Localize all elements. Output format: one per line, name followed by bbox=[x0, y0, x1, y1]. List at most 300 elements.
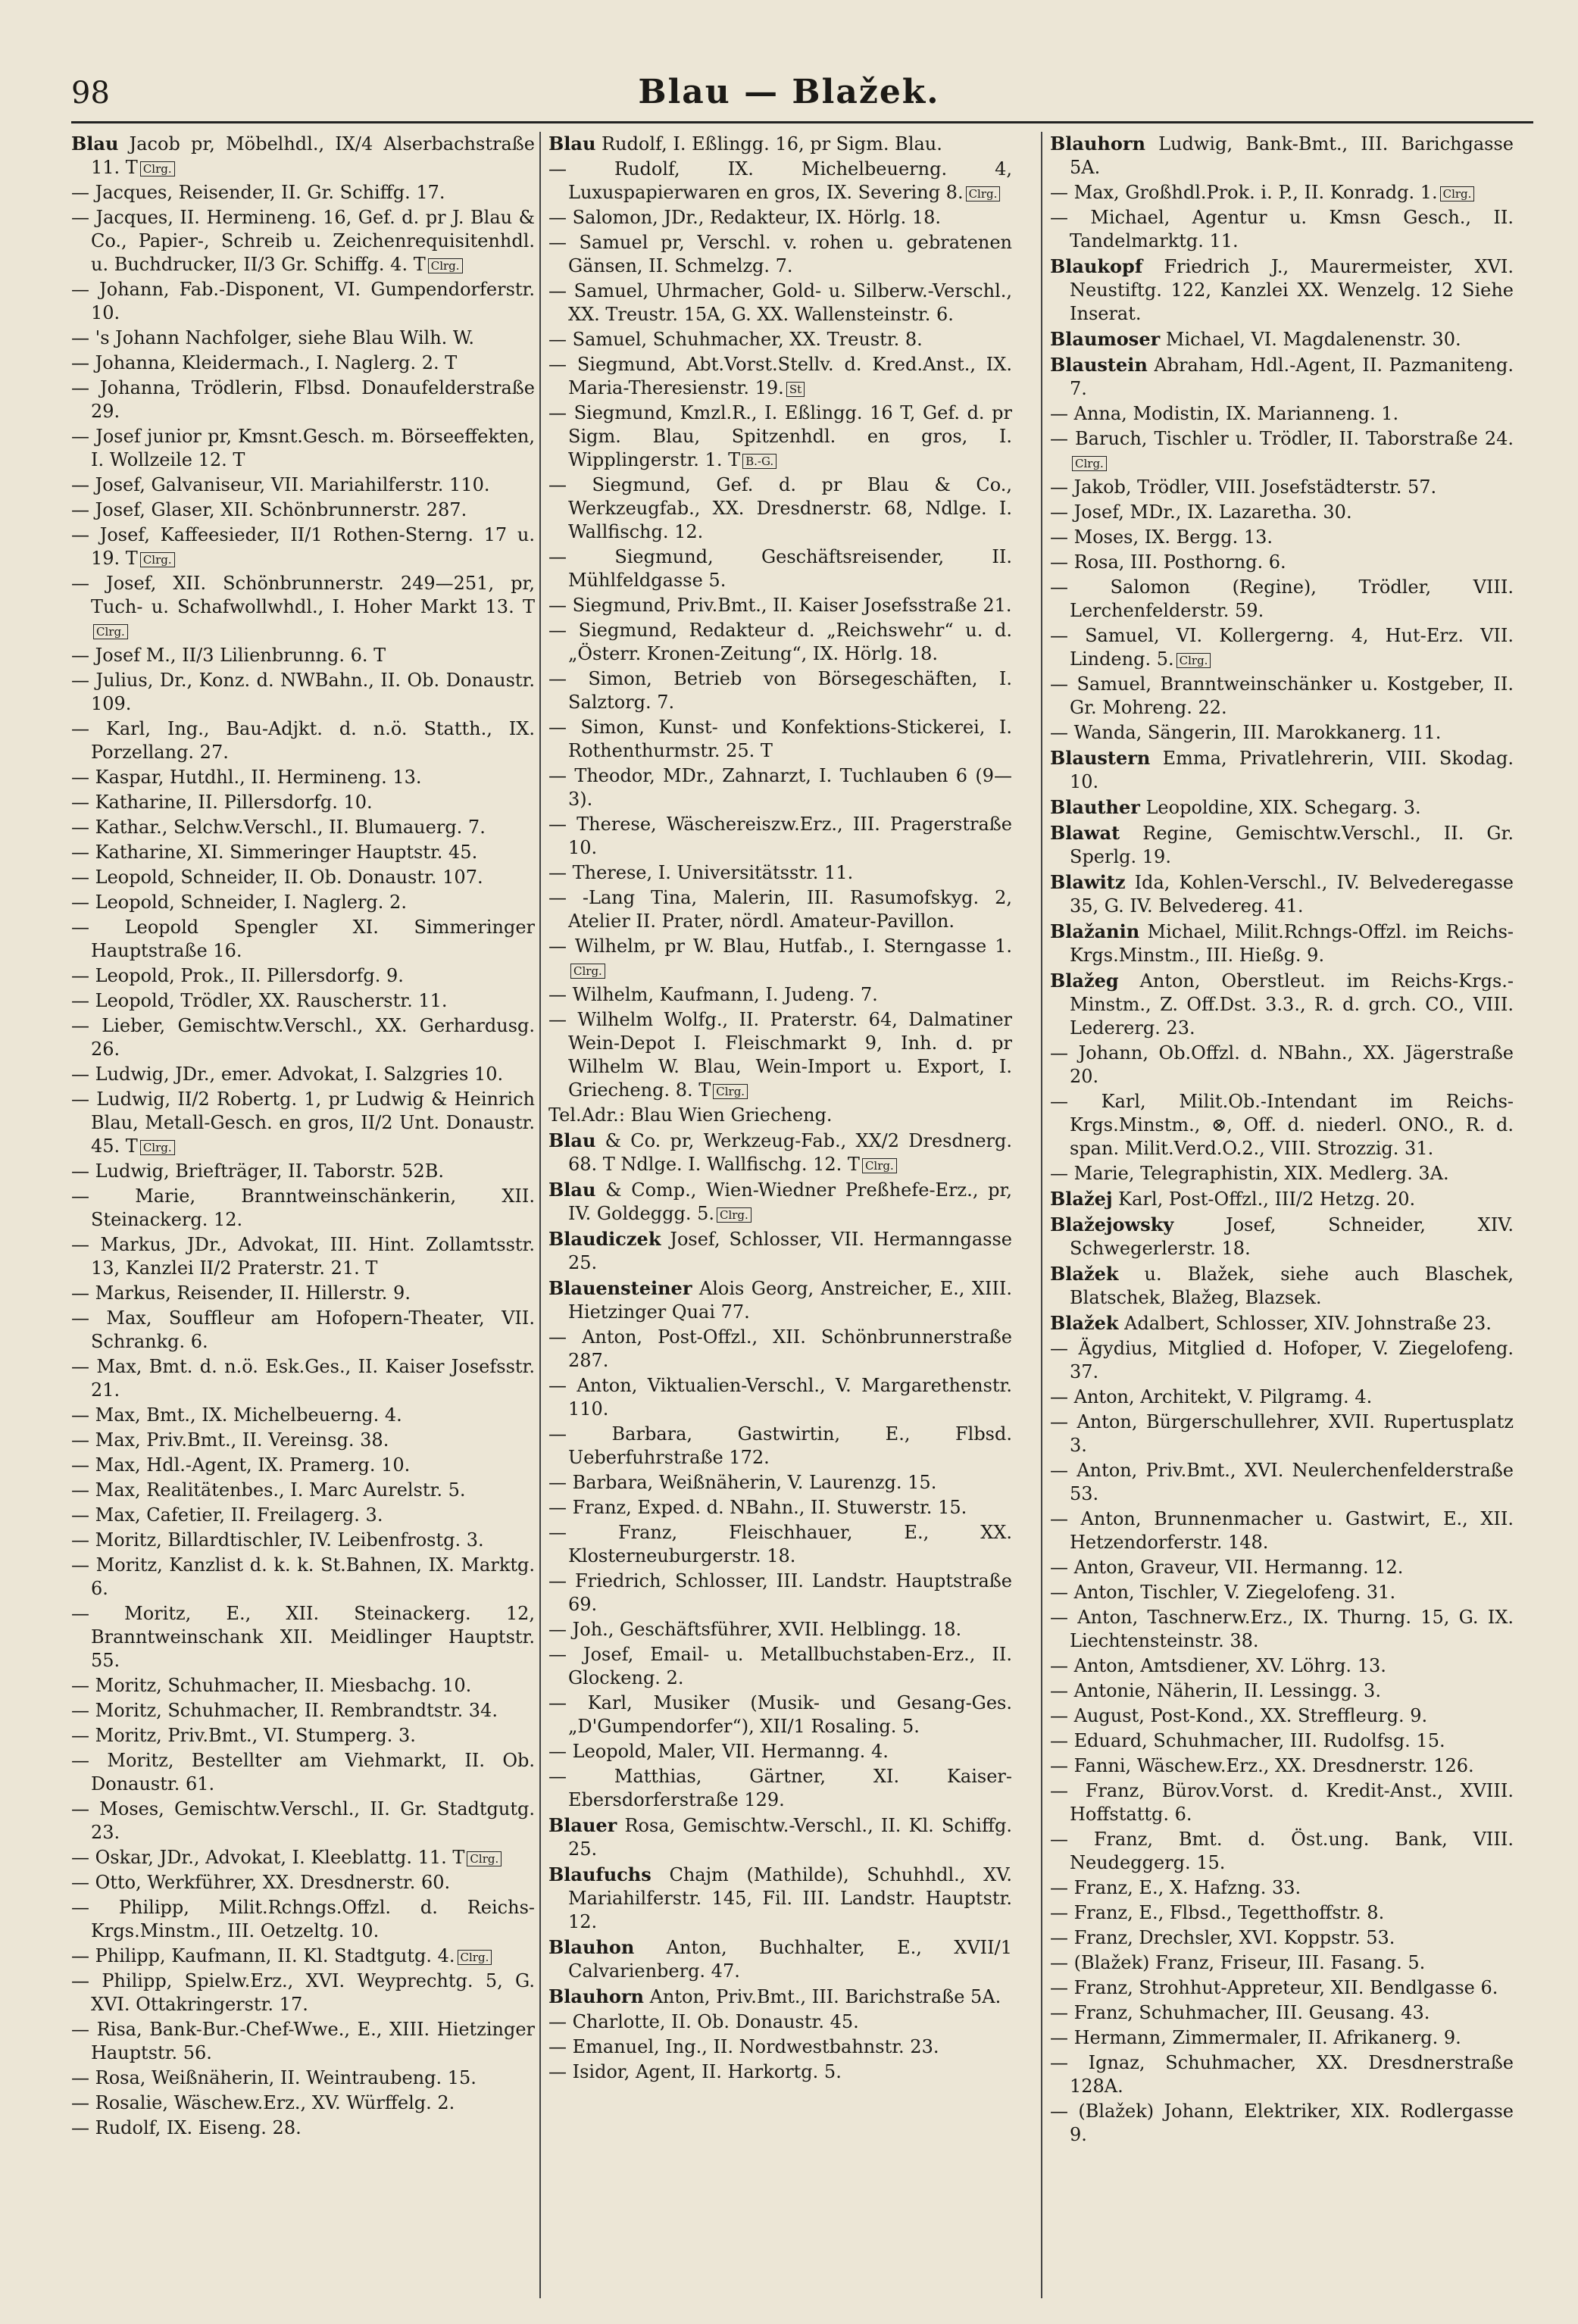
directory-entry bbox=[548, 401, 1012, 472]
entry-text: u. Blažek, siehe auch Blaschek, Blatschek, Blažeg, Blazsek. bbox=[1070, 1264, 1514, 1308]
entry-text: Rudolf, I. Eßlingg. 16, pr Sigm. Blau. bbox=[595, 133, 942, 155]
directory-entry bbox=[1050, 1385, 1514, 1409]
entry-text: — Josef junior pr, Kmsnt.Gesch. m. Börseeffekten, I. Wollzeile 12. T bbox=[71, 426, 535, 470]
entry-text: — Isidor, Agent, II. Harkortg. 5. bbox=[548, 2061, 842, 2082]
entry-text: — Marie, Branntweinschänkerin, XII. Steinackerg. 12. bbox=[71, 1185, 535, 1230]
entry-text: — Max, Cafetier, II. Freilagerg. 3. bbox=[71, 1504, 383, 1526]
directory-entry bbox=[1050, 1507, 1514, 1554]
entry-text: — Max, Priv.Bmt., II. Vereinsg. 38. bbox=[71, 1429, 389, 1451]
entry-text: — Anton, Amtsdiener, XV. Löhrg. 13. bbox=[1050, 1655, 1386, 1676]
entry-text: & Comp., Wien-Wiedner Preßhefe-Erz., pr, IV. Goldeggg. 5. bbox=[568, 1179, 1012, 1224]
directory-entry bbox=[71, 791, 535, 814]
entry-text: — Johann, Fab.-Disponent, VI. Gumpendorferstr. 10. bbox=[71, 279, 535, 323]
directory-entry bbox=[548, 1935, 1012, 1983]
directory-entry bbox=[71, 2066, 535, 2090]
directory-entry bbox=[548, 231, 1012, 278]
directory-entry bbox=[71, 206, 535, 276]
entry-badge: Clrg. bbox=[713, 1084, 748, 1099]
entry-text: — Franz, Schuhmacher, III. Geusang. 43. bbox=[1050, 2002, 1430, 2023]
directory-entry bbox=[1050, 206, 1514, 253]
entry-text: — Samuel, VI. Kollergerng. 4, Hut-Erz. VII. Lindeng. 5. bbox=[1050, 625, 1514, 670]
entry-text: — Jacques, II. Hermineng. 16, Gef. d. pr J. Blau & Co., Papier-, Schreib u. Zeichenrequisitenhdl. u. Buchdrucker, II/3 Gr. Schiffg. 4. T bbox=[71, 207, 535, 275]
directory-entry bbox=[548, 1129, 1012, 1176]
directory-entry bbox=[71, 1529, 535, 1552]
directory-entry bbox=[548, 667, 1012, 714]
entry-text: — Barbara, Gastwirtin, E., Flbsd. Ueberfuhrstraße 172. bbox=[548, 1423, 1012, 1468]
directory-entry bbox=[548, 1765, 1012, 1812]
directory-entry bbox=[1050, 476, 1514, 499]
directory-entry bbox=[548, 545, 1012, 592]
directory-entry bbox=[548, 716, 1012, 763]
directory-entry bbox=[71, 1969, 535, 2016]
directory-entry bbox=[71, 644, 535, 667]
entry-text: — Anton, Brunnenmacher u. Gastwirt, E., XII. Hetzendorferstr. 148. bbox=[1050, 1508, 1514, 1553]
directory-entry bbox=[71, 498, 535, 522]
directory-entry bbox=[548, 1691, 1012, 1738]
column-1 bbox=[71, 132, 535, 2298]
entry-text: — Wilhelm Wolfg., II. Praterstr. 64, Dalmatiner Wein-Depot I. Fleischmarkt 9, Inh. d. pr Wilhelm W. Blau, Wein-Import u. Export, I. Griecheng. 8. T bbox=[548, 1009, 1012, 1101]
entry-text: Tel.Adr.: Blau Wien Griecheng. bbox=[548, 1104, 833, 1126]
directory-entry bbox=[1050, 402, 1514, 426]
entry-text: — Leopold, Schneider, II. Ob. Donaustr. 107. bbox=[71, 867, 483, 888]
entry-text: Jacob pr, Möbelhdl., IX/4 Alserbachstraße 11. T bbox=[91, 133, 535, 178]
directory-entry bbox=[71, 1749, 535, 1796]
directory-entry bbox=[71, 1355, 535, 1402]
entry-text: — Moritz, Schuhmacher, II. Rembrandtstr. 34. bbox=[71, 1700, 498, 1721]
directory-entry bbox=[1050, 2026, 1514, 2050]
entry-text: — Philipp, Kaufmann, II. Kl. Stadtgutg. 4. bbox=[71, 1945, 455, 1966]
directory-entry bbox=[1050, 576, 1514, 623]
directory-entry bbox=[548, 935, 1012, 982]
entry-text: — Max, Großhdl.Prok. i. P., II. Konradg. 1. bbox=[1050, 182, 1438, 203]
directory-entry bbox=[71, 376, 535, 423]
directory-entry bbox=[548, 764, 1012, 811]
entry-text: — Johann, Ob.Offzl. d. NBahn., XX. Jägerstraße 20. bbox=[1050, 1042, 1514, 1087]
entry-surname: Blaudiczek bbox=[548, 1228, 661, 1250]
entry-surname: Blaufuchs bbox=[548, 1863, 652, 1885]
directory-entry bbox=[1050, 1410, 1514, 1457]
entry-text: — Anton, Priv.Bmt., XVI. Neulerchenfelderstraße 53. bbox=[1050, 1460, 1514, 1504]
directory-entry bbox=[1050, 1606, 1514, 1653]
entry-text: — Otto, Werkführer, XX. Dresdnerstr. 60. bbox=[71, 1872, 451, 1893]
entry-text: — Jacques, Reisender, II. Gr. Schiffg. 17. bbox=[71, 182, 445, 203]
entry-text: — Max, Souffleur am Hofopern-Theater, VII. Schrankg. 6. bbox=[71, 1307, 535, 1352]
entry-text: — Siegmund, Redakteur d. „Reichswehr“ u. d. „Österr. Kronen-Zeitung“, IX. Hörlg. 18. bbox=[548, 620, 1012, 664]
directory-entry bbox=[548, 1471, 1012, 1495]
directory-entry bbox=[1050, 353, 1514, 401]
directory-entry bbox=[548, 1374, 1012, 1421]
directory-entry bbox=[1050, 526, 1514, 549]
directory-entry bbox=[1050, 2051, 1514, 2098]
entry-badge: Clrg. bbox=[93, 624, 128, 639]
entry-text: — Wilhelm, Kaufmann, I. Judeng. 7. bbox=[548, 984, 878, 1005]
entry-text: — Simon, Betrieb von Börsegeschäften, I. Salztorg. 7. bbox=[548, 668, 1012, 713]
entry-text: Friedrich J., Maurermeister, XVI. Neustiftg. 122, Kanzlei XX. Wenzelg. 12 Siehe Inserat. bbox=[1070, 256, 1514, 324]
entry-text: Leopoldine, XIX. Schegarg. 3. bbox=[1139, 797, 1421, 818]
directory-entry bbox=[71, 717, 535, 764]
entry-text: — Fanni, Wäschew.Erz., XX. Dresdnerstr. 126. bbox=[1050, 1755, 1474, 1776]
column-divider bbox=[539, 132, 541, 2298]
entry-badge: Clrg. bbox=[458, 1950, 492, 1965]
entry-text: — Josef, XII. Schönbrunnerstr. 249—251, pr, Tuch- u. Schafwollwhdl., I. Hoher Markt 13. T bbox=[71, 573, 535, 617]
directory-entry bbox=[1050, 795, 1514, 820]
directory-entry bbox=[1050, 181, 1514, 205]
entry-text: — Anna, Modistin, IX. Marianneng. 1. bbox=[1050, 403, 1399, 424]
directory-entry bbox=[71, 1674, 535, 1698]
directory-entry bbox=[71, 891, 535, 914]
directory-entry bbox=[1050, 721, 1514, 745]
entry-text: — Salomon, JDr., Redakteur, IX. Hörlg. 18. bbox=[548, 207, 942, 228]
directory-entry bbox=[71, 1944, 535, 1968]
entry-surname: Blažejowsky bbox=[1050, 1214, 1174, 1235]
directory-entry bbox=[71, 1307, 535, 1354]
directory-entry bbox=[1050, 1876, 1514, 1900]
directory-entry bbox=[1050, 1337, 1514, 1384]
entry-text: Abraham, Hdl.-Agent, II. Pazmaniteng. 7. bbox=[1070, 355, 1514, 399]
entry-surname: Blaumoser bbox=[1050, 328, 1161, 350]
entry-surname: Blažek bbox=[1050, 1312, 1119, 1334]
directory-entry bbox=[548, 983, 1012, 1007]
entry-text: — Therese, Wäschereiszw.Erz., III. Pragerstraße 10. bbox=[548, 814, 1012, 858]
entry-surname: Blauhorn bbox=[1050, 133, 1145, 155]
entry-text: — Rosa, III. Posthorng. 6. bbox=[1050, 551, 1286, 573]
directory-entry bbox=[71, 2116, 535, 2140]
entry-text: — Risa, Bank-Bur.-Chef-Wwe., E., XIII. Hietzinger Hauptstr. 56. bbox=[71, 2019, 535, 2063]
directory-entry bbox=[1050, 427, 1514, 474]
directory-entry bbox=[548, 1276, 1012, 1324]
entry-text: — Josef, Kaffeesieder, II/1 Rothen-Sterng. 17 u. 19. T bbox=[71, 524, 535, 569]
entry-text: — Johanna, Kleidermach., I. Naglerg. 2. T bbox=[71, 352, 458, 373]
entry-text: — Ignaz, Schuhmacher, XX. Dresdnerstraße 128A. bbox=[1050, 2052, 1514, 2097]
entry-text: — Josef, Glaser, XII. Schönbrunnerstr. 287. bbox=[71, 499, 467, 520]
entry-badge: B.-G. bbox=[742, 454, 777, 469]
entry-surname: Blau bbox=[548, 1129, 596, 1151]
directory-entry bbox=[1050, 1213, 1514, 1260]
directory-entry bbox=[548, 886, 1012, 933]
entry-text: — Samuel, Schuhmacher, XX. Treustr. 8. bbox=[548, 329, 923, 350]
entry-text: — Franz, Bürov.Vorst. d. Kredit-Anst., XVIII. Hoffstattg. 6. bbox=[1050, 1780, 1514, 1825]
entry-text: — Salomon (Regine), Trödler, VIII. Lerchenfelderstr. 59. bbox=[1050, 576, 1514, 621]
entry-text: Ludwig, Bank-Bmt., III. Barichgasse 5A. bbox=[1070, 133, 1514, 178]
directory-entry bbox=[548, 1104, 1012, 1127]
entry-badge: Clrg. bbox=[862, 1158, 897, 1173]
directory-entry bbox=[1050, 2001, 1514, 2025]
entry-text: — Leopold, Maler, VII. Hermanng. 4. bbox=[548, 1741, 889, 1762]
directory-entry bbox=[1050, 1162, 1514, 1185]
entry-text: — Siegmund, Abt.Vorst.Stellv. d. Kred.Anst., IX. Maria-Theresienstr. 19. bbox=[548, 354, 1012, 398]
header-rule bbox=[71, 121, 1533, 123]
entry-text: — Wilhelm, pr W. Blau, Hutfab., I. Sterngasse 1. bbox=[548, 936, 1012, 957]
directory-entry bbox=[548, 1740, 1012, 1763]
entry-text: — Moses, Gemischtw.Verschl., II. Gr. Stadtgutg. 23. bbox=[71, 1798, 535, 1843]
entry-surname: Blauhorn bbox=[548, 1985, 644, 2007]
entry-text: — Leopold, Schneider, I. Naglerg. 2. bbox=[71, 892, 407, 913]
directory-entry bbox=[1050, 255, 1514, 326]
directory-entry bbox=[71, 473, 535, 497]
entry-text: — Hermann, Zimmermaler, II. Afrikanerg. 9. bbox=[1050, 2027, 1461, 2048]
entry-surname: Blaustein bbox=[1050, 354, 1148, 376]
entry-surname: Blau bbox=[548, 133, 596, 155]
directory-entry bbox=[71, 669, 535, 716]
directory-entry bbox=[71, 278, 535, 325]
entry-text: — Anton, Architekt, V. Pilgramg. 4. bbox=[1050, 1386, 1373, 1407]
entry-badge: Clrg. bbox=[1072, 456, 1107, 471]
directory-entry bbox=[548, 1863, 1012, 1934]
directory-entry bbox=[548, 1985, 1012, 2009]
directory-entry bbox=[71, 841, 535, 864]
directory-entry bbox=[71, 326, 535, 350]
entry-text: Anton, Priv.Bmt., III. Barichstraße 5A. bbox=[643, 1986, 1001, 2007]
entry-surname: Blažek bbox=[1050, 1263, 1119, 1285]
directory-entry bbox=[71, 1282, 535, 1305]
directory-entry bbox=[1050, 1976, 1514, 2000]
entry-text: — Moritz, Priv.Bmt., VI. Stumperg. 3. bbox=[71, 1725, 416, 1746]
directory-entry bbox=[1050, 1679, 1514, 1703]
entry-text: — Rosa, Weißnäherin, II. Weintraubeng. 15. bbox=[71, 2067, 477, 2088]
entry-text: Adalbert, Schlosser, XIV. Johnstraße 23. bbox=[1118, 1313, 1492, 1334]
directory-entry bbox=[71, 351, 535, 375]
directory-entry bbox=[548, 1423, 1012, 1470]
entry-badge: St bbox=[786, 382, 805, 397]
directory-entry bbox=[71, 1504, 535, 1527]
entry-text: Josef, Schlosser, VII. Hermanngasse 25. bbox=[568, 1229, 1012, 1273]
directory-entry bbox=[71, 1699, 535, 1723]
directory-entry bbox=[548, 473, 1012, 544]
directory-entry bbox=[1050, 327, 1514, 351]
page-number: 98 bbox=[71, 76, 110, 111]
entry-badge: Clrg. bbox=[140, 161, 175, 176]
directory-entry bbox=[1050, 1779, 1514, 1826]
entry-text: — Josef, MDr., IX. Lazaretha. 30. bbox=[1050, 501, 1352, 523]
directory-entry bbox=[71, 1724, 535, 1748]
directory-entry bbox=[548, 353, 1012, 400]
entry-text: Karl, Post-Offzl., III/2 Hetzg. 20. bbox=[1112, 1189, 1416, 1210]
entry-text: — Siegmund, Geschäftsreisender, II. Mühlfeldgasse 5. bbox=[548, 546, 1012, 591]
entry-badge: Clrg. bbox=[140, 1140, 175, 1155]
directory-entry bbox=[1050, 1828, 1514, 1875]
entry-surname: Blažanin bbox=[1050, 920, 1140, 942]
directory-entry bbox=[71, 1088, 535, 1158]
entry-text: Michael, Milit.Rchngs-Offzl. im Reichs-Krgs.Minstm., III. Hießg. 9. bbox=[1070, 921, 1514, 966]
entry-text: — Kaspar, Hutdhl., II. Hermineng. 13. bbox=[71, 767, 422, 788]
directory-entry bbox=[1050, 821, 1514, 869]
directory-entry bbox=[71, 1404, 535, 1427]
directory-entry bbox=[71, 425, 535, 472]
entry-text: — Karl, Milit.Ob.-Intendant im Reichs-Krgs.Minstm., ⊗, Off. d. niederl. ONO., R. d. span. Milit.Verd.O.2., VIII. Strozzig. 31. bbox=[1050, 1091, 1514, 1159]
directory-entry bbox=[71, 1554, 535, 1601]
directory-entry bbox=[548, 132, 1012, 156]
entry-text: — Ludwig, II/2 Robertg. 1, pr Ludwig & Heinrich Blau, Metall-Gesch. en gros, II/2 Unt. Donaustr. 45. T bbox=[71, 1089, 535, 1157]
directory-entry bbox=[548, 206, 1012, 230]
entry-text: — Rudolf, IX. Michelbeuerng. 4, Luxuspapierwaren en gros, IX. Severing 8. bbox=[548, 158, 1012, 203]
entry-text: — Johanna, Trödlerin, Flbsd. Donaufelderstraße 29. bbox=[71, 377, 535, 422]
directory-entry bbox=[71, 1185, 535, 1232]
entry-text: — Siegmund, Gef. d. pr Blau & Co., Werkzeugfab., XX. Dresdnerstr. 68, Ndlge. I. Wallfischg. 12. bbox=[548, 474, 1012, 542]
entry-text: — Moritz, Bestellter am Viehmarkt, II. Ob. Donaustr. 61. bbox=[71, 1750, 535, 1795]
entry-text: — Samuel, Uhrmacher, Gold- u. Silberw.-Verschl., XX. Treustr. 15A, G. XX. Wallensteinstr. 6. bbox=[548, 280, 1012, 325]
entry-badge: Clrg. bbox=[428, 258, 463, 273]
entry-text: — Joh., Geschäftsführer, XVII. Helblingg. 18. bbox=[548, 1619, 962, 1640]
entry-badge: Clrg. bbox=[1176, 653, 1211, 668]
entry-text: — Ludwig, Briefträger, II. Taborstr. 52B. bbox=[71, 1160, 444, 1182]
directory-entry bbox=[71, 572, 535, 642]
directory-entry bbox=[548, 1227, 1012, 1275]
entry-text: — Marie, Telegraphistin, XIX. Medlerg. 3A. bbox=[1050, 1163, 1449, 1184]
directory-entry bbox=[1050, 1901, 1514, 1925]
entry-text: — August, Post-Kond., XX. Streffleurg. 9. bbox=[1050, 1705, 1428, 1726]
directory-entry bbox=[548, 1813, 1012, 1861]
column-3 bbox=[1050, 132, 1514, 2298]
entry-text: Anton, Buchhalter, E., XVII/1 Calvarienberg. 47. bbox=[568, 1937, 1012, 1982]
entry-text: — Jakob, Trödler, VIII. Josefstädterstr. 57. bbox=[1050, 476, 1437, 498]
entry-text: Rosa, Gemischtw.-Verschl., II. Kl. Schiffg. 25. bbox=[568, 1815, 1012, 1860]
directory-entry bbox=[548, 1178, 1012, 1226]
directory-entry bbox=[548, 1570, 1012, 1616]
entry-badge: Clrg. bbox=[1440, 186, 1475, 201]
directory-entry bbox=[1050, 1262, 1514, 1310]
entry-text: — Simon, Kunst- und Konfektions-Stickerei, I. Rothenthurmstr. 25. T bbox=[548, 717, 1012, 761]
entry-text: — Franz, Strohhut-Appreteur, XII. Bendlgasse 6. bbox=[1050, 1977, 1498, 1998]
directory-entry bbox=[71, 766, 535, 789]
directory-entry bbox=[1050, 870, 1514, 918]
directory-entry bbox=[1050, 624, 1514, 671]
entry-text: — Karl, Ing., Bau-Adjkt. d. n.ö. Statth., IX. Porzellang. 27. bbox=[71, 718, 535, 763]
entry-text: — Franz, Fleischhauer, E., XX. Klosterneuburgerstr. 18. bbox=[548, 1522, 1012, 1567]
directory-entry bbox=[1050, 1311, 1514, 1335]
directory-entry bbox=[548, 1496, 1012, 1520]
directory-entry bbox=[71, 989, 535, 1013]
directory-entry bbox=[1050, 501, 1514, 524]
entry-text: — Samuel pr, Verschl. v. rohen u. gebratenen Gänsen, II. Schmelzg. 7. bbox=[548, 232, 1012, 276]
entry-text: — (Blažek) Franz, Friseur, III. Fasang. 5. bbox=[1050, 1952, 1426, 1973]
directory-entry bbox=[548, 1643, 1012, 1690]
entry-text: — Therese, I. Universitätsstr. 11. bbox=[548, 862, 854, 883]
entry-text: — 's Johann Nachfolger, siehe Blau Wilh. W. bbox=[71, 327, 475, 348]
directory-entry bbox=[71, 523, 535, 570]
directory-entry bbox=[548, 2010, 1012, 2034]
entry-badge: Clrg. bbox=[570, 964, 605, 979]
directory-entry bbox=[71, 1871, 535, 1894]
entry-surname: Blawat bbox=[1050, 822, 1120, 844]
directory-entry bbox=[71, 964, 535, 988]
entry-surname: Blauer bbox=[548, 1814, 617, 1836]
entry-text: Emma, Privatlehrerin, VIII. Skodag. 10. bbox=[1070, 748, 1514, 792]
directory-entry bbox=[1050, 2100, 1514, 2147]
directory-entry bbox=[548, 280, 1012, 326]
entry-text: Regine, Gemischtw.Verschl., II. Gr. Sperlg. 19. bbox=[1070, 823, 1514, 867]
entry-text: — Siegmund, Kmzl.R., I. Eßlingg. 16 T, Gef. d. pr Sigm. Blau, Spitzenhdl. en gros, I. Wipplingerstr. 1. T bbox=[548, 402, 1012, 470]
entry-text: — Leopold Spengler XI. Simmeringer Hauptstraße 16. bbox=[71, 917, 535, 961]
directory-entry bbox=[548, 328, 1012, 351]
entry-text: — Wanda, Sängerin, III. Marokkanerg. 11. bbox=[1050, 722, 1442, 743]
directory-entry bbox=[71, 916, 535, 963]
directory-entry bbox=[71, 1014, 535, 1061]
directory-entry bbox=[71, 1063, 535, 1086]
directory-entry bbox=[71, 816, 535, 839]
directory-entry bbox=[71, 1479, 535, 1502]
entry-badge: Clrg. bbox=[717, 1207, 752, 1223]
entry-text: — Michael, Agentur u. Kmsn Gesch., II. Tandelmarktg. 11. bbox=[1050, 207, 1514, 251]
entry-text: — Max, Hdl.-Agent, IX. Pramerg. 10. bbox=[71, 1454, 411, 1476]
entry-surname: Blažeg bbox=[1050, 970, 1119, 992]
entry-text: — Anton, Bürgerschullehrer, XVII. Rupertusplatz 3. bbox=[1050, 1411, 1514, 1456]
entry-text: — Franz, Bmt. d. Öst.ung. Bank, VIII. Neudeggerg. 15. bbox=[1050, 1829, 1514, 1873]
directory-entry bbox=[548, 2035, 1012, 2059]
entry-surname: Blauhon bbox=[548, 1936, 635, 1958]
entry-surname: Blaukopf bbox=[1050, 255, 1143, 277]
directory-entry bbox=[71, 1160, 535, 1183]
directory-entry bbox=[548, 1521, 1012, 1568]
directory-entry bbox=[71, 1602, 535, 1673]
entry-text: — Charlotte, II. Ob. Donaustr. 45. bbox=[548, 2011, 859, 2032]
entry-text: — Rosalie, Wäschew.Erz., XV. Würffelg. 2. bbox=[71, 2092, 455, 2113]
entry-text: — Katharine, XI. Simmeringer Hauptstr. 45. bbox=[71, 842, 478, 863]
entry-text: & Co. pr, Werkzeug-Fab., XX/2 Dresdnerg. 68. T Ndlge. I. Wallfischg. 12. T bbox=[568, 1130, 1012, 1175]
entry-surname: Blawitz bbox=[1050, 871, 1126, 893]
directory-entry bbox=[71, 2018, 535, 2065]
directory-entry bbox=[71, 1454, 535, 1477]
entry-surname: Blažej bbox=[1050, 1188, 1113, 1210]
entry-text: — Anton, Graveur, VII. Hermanng. 12. bbox=[1050, 1557, 1404, 1578]
entry-text: — Katharine, II. Pillersdorfg. 10. bbox=[71, 792, 373, 813]
directory-entry bbox=[71, 1846, 535, 1870]
entry-text: — (Blažek) Johann, Elektriker, XIX. Rodlergasse 9. bbox=[1050, 2101, 1514, 2145]
directory-entry bbox=[1050, 1090, 1514, 1160]
entry-text: — -Lang Tina, Malerin, III. Rasumofskyg. 2, Atelier II. Prater, nördl. Amateur-Pavillon. bbox=[548, 887, 1012, 932]
entry-text: — Moritz, Schuhmacher, II. Miesbachg. 10. bbox=[71, 1675, 472, 1696]
entry-text: — Moritz, Billardtischler, IV. Leibenfrostg. 3. bbox=[71, 1529, 484, 1551]
directory-entry bbox=[548, 158, 1012, 205]
entry-text: — Josef M., II/3 Lilienbrunng. 6. T bbox=[71, 645, 386, 666]
entry-text: — Theodor, MDr., Zahnarzt, I. Tuchlauben 6 (9—3). bbox=[548, 765, 1012, 810]
running-head: Blau — Blažek. bbox=[638, 73, 940, 111]
entry-text: — Rudolf, IX. Eiseng. 28. bbox=[71, 2117, 302, 2138]
directory-entry bbox=[1050, 1926, 1514, 1950]
directory-entry bbox=[1050, 673, 1514, 720]
entry-text: — Franz, E., Flbsd., Tegetthoffstr. 8. bbox=[1050, 1902, 1385, 1923]
entry-text: — Oskar, JDr., Advokat, I. Kleeblattg. 11. T bbox=[71, 1847, 465, 1868]
column-2 bbox=[548, 132, 1012, 2298]
entry-text: — Franz, Exped. d. NBahn., II. Stuwerstr. 15. bbox=[548, 1497, 967, 1518]
entry-text: — Anton, Viktualien-Verschl., V. Margarethenstr. 110. bbox=[548, 1375, 1012, 1420]
entry-text: Alois Georg, Anstreicher, E., XIII. Hietzinger Quai 77. bbox=[568, 1278, 1012, 1323]
entry-text: — Siegmund, Priv.Bmt., II. Kaiser Josefsstraße 21. bbox=[548, 595, 1012, 616]
entry-text: Chajm (Mathilde), Schuhhdl., XV. Mariahilferstr. 145, Fil. III. Landstr. Hauptstr. 12. bbox=[568, 1864, 1012, 1932]
entry-text: — Moritz, E., XII. Steinackerg. 12, Branntweinschank XII. Meidlinger Hauptstr. 55. bbox=[71, 1603, 535, 1671]
directory-entry bbox=[71, 181, 535, 205]
entry-text: — Moritz, Kanzlist d. k. k. St.Bahnen, IX. Marktg. 6. bbox=[71, 1554, 535, 1599]
entry-text: — Franz, Drechsler, XVI. Koppstr. 53. bbox=[1050, 1927, 1395, 1948]
entry-text: — Samuel, Branntweinschänker u. Kostgeber, II. Gr. Mohreng. 22. bbox=[1050, 673, 1514, 718]
entry-text: — Antonie, Näherin, II. Lessingg. 3. bbox=[1050, 1680, 1381, 1701]
entry-text: — Kathar., Selchw.Verschl., II. Blumauerg. 7. bbox=[71, 817, 486, 838]
directory-entry bbox=[1050, 1729, 1514, 1753]
entry-text: — Franz, E., X. Hafzng. 33. bbox=[1050, 1877, 1301, 1898]
directory-entry bbox=[1050, 1459, 1514, 1506]
entry-text: — Ägydius, Mitglied d. Hofoper, V. Ziegelofeng. 37. bbox=[1050, 1338, 1514, 1382]
entry-text: — Max, Bmt. d. n.ö. Esk.Ges., II. Kaiser Josefsstr. 21. bbox=[71, 1356, 535, 1401]
entry-text: — Emanuel, Ing., II. Nordwestbahnstr. 23. bbox=[548, 2036, 939, 2057]
entry-surname: Blauensteiner bbox=[548, 1277, 692, 1299]
directory-entry bbox=[71, 2091, 535, 2115]
entry-text: Josef, Schneider, XIV. Schwegerlerstr. 18. bbox=[1070, 1214, 1514, 1259]
entry-text: — Markus, JDr., Advokat, III. Hint. Zollamtsstr. 13, Kanzlei II/2 Praterstr. 21. T bbox=[71, 1234, 535, 1279]
directory-entry bbox=[548, 813, 1012, 860]
entry-text: — Philipp, Spielw.Erz., XVI. Weyprechtg. 5, G. XVI. Ottakringerstr. 17. bbox=[71, 1970, 535, 2015]
directory-entry bbox=[1050, 1042, 1514, 1089]
entry-surname: Blaustern bbox=[1050, 747, 1151, 769]
entry-text: — Max, Bmt., IX. Michelbeuerng. 4. bbox=[71, 1404, 402, 1426]
